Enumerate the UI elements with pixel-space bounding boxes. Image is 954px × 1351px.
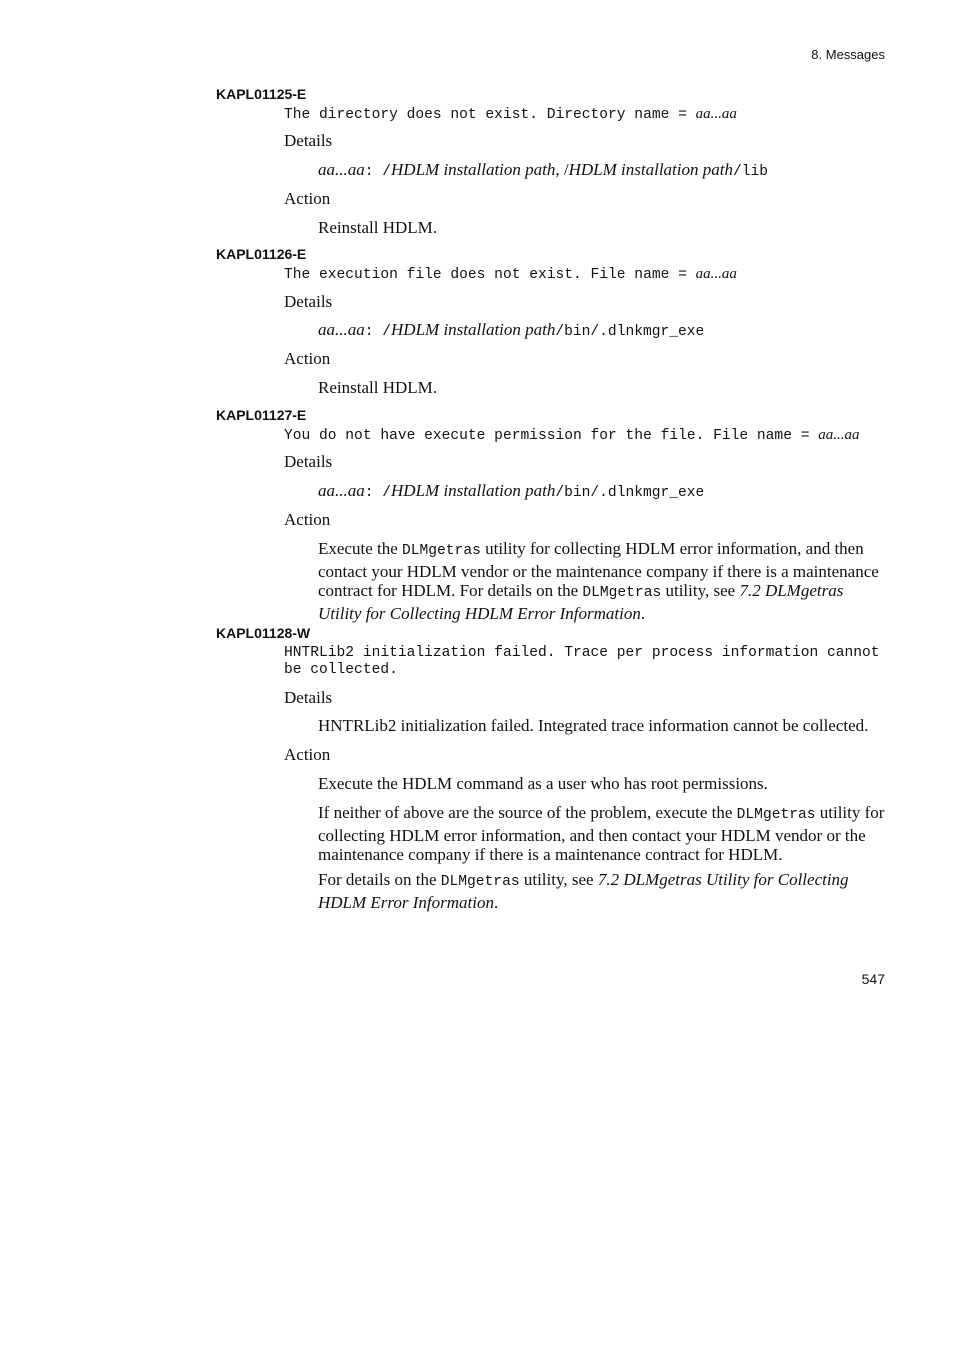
details-separator: : /: [364, 324, 392, 340]
details-path: HDLM installation path: [391, 320, 556, 339]
details-heading: Details: [284, 131, 333, 150]
details-heading: Details: [284, 292, 333, 311]
action-text: [318, 803, 886, 865]
details-heading: Details: [284, 688, 333, 707]
message-text-body: The execution file does not exist. File name =: [284, 267, 696, 283]
action-heading: Action: [284, 745, 331, 764]
action-text-part: utility for collecting HDLM error information, and then contact your HDLM vendor or the maintenance company if there is a maintenance contract for HDLM. For details on the: [318, 539, 879, 600]
details-variable: aa...aa: [318, 481, 365, 500]
action-text-part: utility, see: [519, 870, 598, 889]
message-text: HNTRLib2 initialization failed. Trace per process information cannot be collected.: [284, 645, 889, 678]
message-variable: aa...aa: [695, 266, 737, 282]
details-path-suffix: /lib: [732, 164, 769, 180]
message-text-body: The directory does not exist. Directory name =: [284, 107, 696, 123]
message-text: [284, 266, 888, 284]
action-text-part: .: [640, 603, 646, 623]
command-name: DLMgetras: [440, 874, 520, 890]
page-number: 547: [861, 971, 885, 987]
action-heading: Action: [284, 349, 331, 368]
message-id: KAPL01128-W: [216, 625, 311, 641]
action-text: Execute the HDLM command as a user who has root permissions.: [318, 774, 768, 793]
details-text: [318, 160, 886, 183]
message-id: KAPL01125-E: [216, 86, 307, 102]
details-text: [318, 320, 886, 343]
action-text-part: For details on the: [318, 870, 441, 889]
details-path: HDLM installation path: [391, 160, 556, 179]
details-variable: aa...aa: [318, 320, 365, 339]
action-text: Reinstall HDLM.: [318, 218, 437, 237]
action-text-part: If neither of above are the source of the problem, execute the: [318, 803, 737, 822]
cross-reference: 7.2 DLMgetras Utility for Collecting HDLM Error Information: [318, 870, 849, 912]
details-path-suffix: /bin/.dlnkmgr_exe: [555, 485, 705, 501]
details-separator: , /: [555, 160, 569, 179]
message-id: KAPL01126-E: [216, 246, 307, 262]
message-id: KAPL01127-E: [216, 407, 307, 423]
cross-reference: 7.2 DLMgetras Utility for Collecting HDLM Error Information: [318, 581, 844, 623]
details-separator: : /: [364, 164, 392, 180]
message-text-body: You do not have execute permission for the file. File name =: [284, 428, 819, 444]
running-header: 8. Messages: [811, 47, 885, 62]
message-variable: aa...aa: [818, 427, 860, 443]
action-text-part: Execute the: [318, 539, 403, 558]
action-text: [318, 539, 886, 623]
action-text: Reinstall HDLM.: [318, 378, 437, 397]
details-heading: Details: [284, 452, 333, 471]
action-heading: Action: [284, 189, 331, 208]
action-text: [318, 870, 886, 912]
action-text-part: utility, see: [661, 581, 740, 600]
details-path: HDLM installation path: [391, 481, 556, 500]
details-variable: aa...aa: [318, 160, 365, 179]
command-name: DLMgetras: [736, 807, 816, 823]
action-heading: Action: [284, 510, 331, 529]
action-text-part: utility for collecting HDLM error information, and then contact your HDLM vendor or the maintenance company if there is a maintenance contract for HDLM.: [318, 803, 885, 864]
command-name: DLMgetras: [582, 585, 662, 601]
action-text-part: .: [494, 892, 499, 912]
details-path-suffix: /bin/.dlnkmgr_exe: [555, 324, 705, 340]
message-text: [284, 106, 888, 124]
message-variable: aa...aa: [695, 106, 737, 122]
details-text: HNTRLib2 initialization failed. Integrated trace information cannot be collected.: [318, 716, 869, 735]
details-path: HDLM installation path: [568, 160, 733, 179]
details-text: [318, 481, 886, 504]
message-text: [284, 427, 894, 445]
command-name: DLMgetras: [402, 543, 481, 559]
details-separator: : /: [364, 485, 392, 501]
